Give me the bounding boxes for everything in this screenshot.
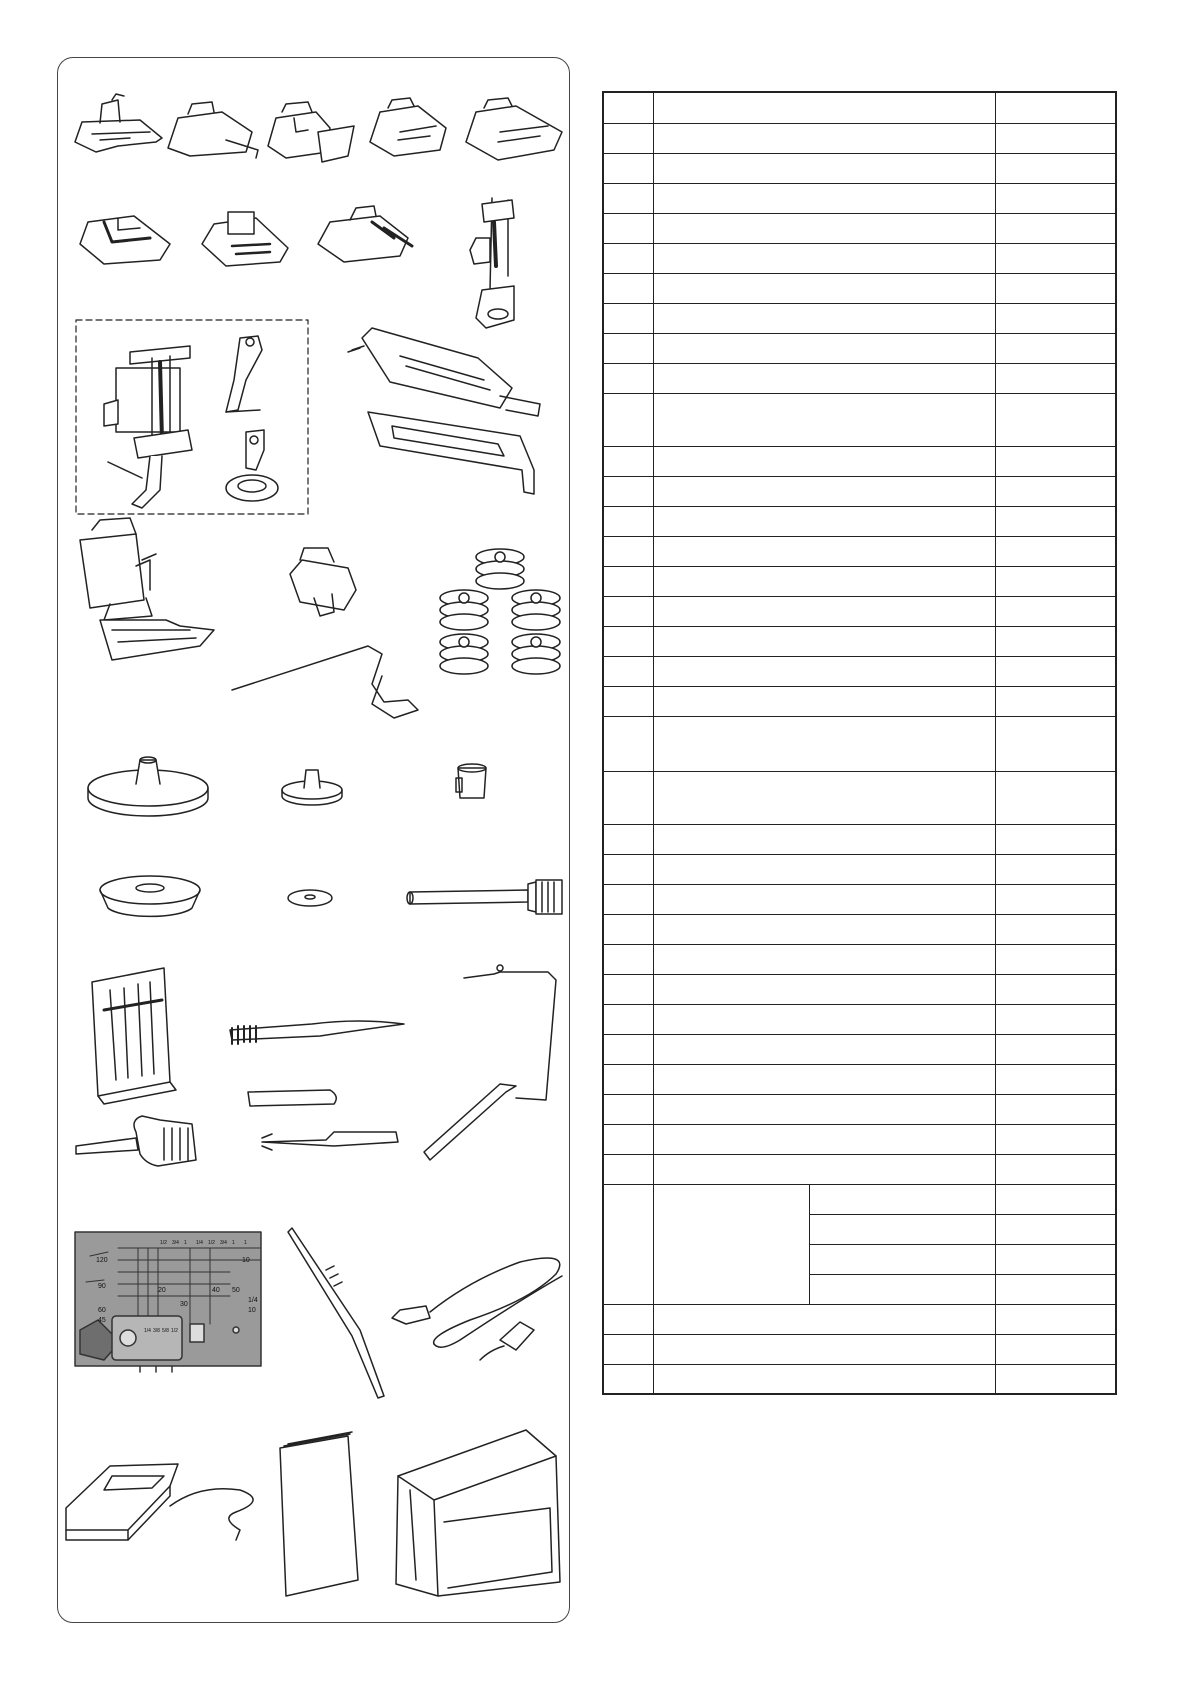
item-name-cell (653, 1094, 995, 1124)
sub-item-name-cell (809, 1274, 995, 1304)
item-name-cell (653, 273, 995, 303)
needle-plate-cover-label: 5/8 (162, 1328, 169, 1334)
table-row (603, 393, 1116, 446)
table-row (603, 183, 1116, 213)
item-number-cell (603, 243, 653, 273)
item-number-cell (603, 363, 653, 393)
item-code-cell (995, 944, 1116, 974)
table-row (603, 824, 1116, 854)
item-code-cell (995, 213, 1116, 243)
needle-plate-ruler-label: 20 (158, 1287, 166, 1294)
table-row (603, 1034, 1116, 1064)
presser-foot-c-icon (268, 102, 354, 162)
table-row (603, 1184, 1116, 1214)
item-name-cell (653, 393, 995, 446)
item-code-cell (995, 1364, 1116, 1394)
item-code-cell (995, 303, 1116, 333)
item-number-cell (603, 506, 653, 536)
table-row (603, 854, 1116, 884)
item-number-cell (603, 273, 653, 303)
needle-plate-cover-label: 3/8 (153, 1328, 160, 1334)
table-row (603, 476, 1116, 506)
presser-foot-a-icon (75, 94, 162, 152)
needle-plate-fraction-label: 1 (184, 1240, 187, 1246)
item-name-cell (653, 363, 995, 393)
item-number-cell (603, 596, 653, 626)
table-row (603, 123, 1116, 153)
item-number-cell (603, 656, 653, 686)
item-code-cell (995, 92, 1116, 123)
table-row (603, 333, 1116, 363)
item-name-cell (653, 1064, 995, 1094)
spool-pin-felt-icon (288, 890, 332, 906)
table-row (603, 974, 1116, 1004)
item-code-cell (995, 974, 1116, 1004)
darning-foot-icon (470, 198, 514, 328)
presser-foot-h-icon (318, 206, 412, 262)
table-row (603, 596, 1116, 626)
instruction-manual-icon (280, 1432, 358, 1596)
needle-plate-fraction-label: 1 (244, 1240, 247, 1246)
item-name-cell (653, 1004, 995, 1034)
item-name-cell (653, 333, 995, 363)
screwdriver-large-icon (76, 1116, 196, 1166)
needle-plate-ruler-label: 60 (98, 1307, 106, 1314)
seam-ripper-icon (248, 1090, 398, 1150)
quilting-guide-bar-icon (232, 646, 418, 718)
edge-guide-foot-icon (290, 548, 356, 616)
knee-lifter-icon (424, 965, 556, 1160)
item-name-cell (653, 626, 995, 656)
foot-control-icon (66, 1464, 253, 1540)
item-name-cell (653, 506, 995, 536)
table-row (603, 626, 1116, 656)
item-number-cell (603, 1064, 653, 1094)
item-code-cell (995, 273, 1116, 303)
needle-plate-ruler-label: 50 (232, 1287, 240, 1294)
item-code-cell (995, 1304, 1116, 1334)
item-number-cell (603, 446, 653, 476)
item-code-cell (995, 1064, 1116, 1094)
spool-holder-large-icon (88, 757, 208, 816)
needle-set-icon (92, 968, 176, 1104)
item-number-cell (603, 1364, 653, 1394)
needle-plate-fraction-label: 3/4 (220, 1240, 227, 1246)
item-number-cell (603, 824, 653, 854)
table-row (603, 153, 1116, 183)
spool-stand-cap-icon (456, 764, 486, 798)
item-number-cell (603, 1004, 653, 1034)
even-feed-foot-icon (80, 518, 214, 660)
item-number-cell (603, 771, 653, 824)
item-number-cell (603, 213, 653, 243)
item-name-cell (653, 566, 995, 596)
item-name-cell (653, 123, 995, 153)
table-row (603, 1304, 1116, 1334)
needle-plate-ruler-label: 10 (242, 1257, 250, 1264)
needle-plate-ruler-label: 10 (248, 1307, 256, 1314)
item-code-cell (995, 476, 1116, 506)
item-name-cell (653, 1034, 995, 1064)
table-row (603, 273, 1116, 303)
item-number-cell (603, 1124, 653, 1154)
item-number-cell (603, 303, 653, 333)
item-code-cell (995, 333, 1116, 363)
needle-plate-cover-label: 1/2 (171, 1328, 178, 1334)
item-code-cell (995, 566, 1116, 596)
needle-plate-ruler-label: 30 (180, 1301, 188, 1308)
item-code-cell (995, 626, 1116, 656)
item-code-cell (995, 824, 1116, 854)
item-code-cell (995, 1154, 1116, 1184)
item-name-cell (653, 303, 995, 333)
item-number-cell (603, 1304, 653, 1334)
presser-foot-f-icon (80, 216, 170, 264)
buttonhole-foot-icon (348, 328, 540, 416)
item-group-cell (653, 1184, 809, 1304)
item-number-cell (603, 1334, 653, 1364)
needle-plate-ruler-label: 40 (212, 1287, 220, 1294)
table-row (603, 656, 1116, 686)
item-code-cell (995, 1004, 1116, 1034)
item-name-cell (653, 476, 995, 506)
table-row (603, 92, 1116, 123)
table-row (603, 1004, 1116, 1034)
item-code-cell (995, 854, 1116, 884)
item-name-cell (653, 686, 995, 716)
item-code-cell (995, 363, 1116, 393)
needle-plate-fraction-label: 1 (232, 1240, 235, 1246)
item-number-cell (603, 476, 653, 506)
item-number-cell (603, 974, 653, 1004)
presser-foot-e-icon (466, 98, 562, 160)
table-row (603, 213, 1116, 243)
needle-plate-fraction-label: 1/4 (196, 1240, 203, 1246)
item-number-cell (603, 393, 653, 446)
item-name-cell (653, 1334, 995, 1364)
additional-spool-pin-icon (407, 880, 562, 914)
item-number-cell (603, 1034, 653, 1064)
item-number-cell (603, 914, 653, 944)
sub-item-name-cell (809, 1244, 995, 1274)
item-number-cell (603, 153, 653, 183)
needle-plate-icon (75, 1232, 261, 1372)
item-code-cell (995, 506, 1116, 536)
table-row (603, 914, 1116, 944)
sub-item-name-cell (809, 1184, 995, 1214)
item-number-cell (603, 626, 653, 656)
table-row (603, 243, 1116, 273)
table-row (603, 446, 1116, 476)
item-name-cell (653, 446, 995, 476)
item-code-cell (995, 686, 1116, 716)
needle-plate-fraction-label: 3/4 (172, 1240, 179, 1246)
item-number-cell (603, 1184, 653, 1304)
quilting-foot-icon (226, 430, 278, 501)
needle-plate-ruler-label: 120 (96, 1257, 108, 1264)
item-number-cell (603, 686, 653, 716)
item-name-cell (653, 914, 995, 944)
item-code-cell (995, 153, 1116, 183)
dust-cover-icon (396, 1430, 560, 1596)
item-name-cell (653, 716, 995, 771)
item-number-cell (603, 854, 653, 884)
item-code-cell (995, 123, 1116, 153)
item-code-cell (995, 716, 1116, 771)
presser-foot-b-icon (168, 102, 258, 158)
item-name-cell (653, 1124, 995, 1154)
item-number-cell (603, 716, 653, 771)
bobbins-icon (440, 549, 560, 674)
item-number-cell (603, 1154, 653, 1184)
needle-plate-fraction-label: 1/2 (160, 1240, 167, 1246)
item-name-cell (653, 213, 995, 243)
item-code-cell (995, 1184, 1116, 1214)
item-number-cell (603, 333, 653, 363)
item-name-cell (653, 974, 995, 1004)
table-row (603, 944, 1116, 974)
item-name-cell (653, 183, 995, 213)
item-code-cell (995, 183, 1116, 213)
item-number-cell (603, 566, 653, 596)
item-number-cell (603, 92, 653, 123)
item-name-cell (653, 824, 995, 854)
item-code-cell (995, 914, 1116, 944)
item-code-cell (995, 1244, 1116, 1274)
accessories-table (602, 91, 1117, 1395)
item-number-cell (603, 123, 653, 153)
spool-pin-felt-base-icon (100, 876, 200, 916)
item-code-cell (995, 393, 1116, 446)
presser-foot-g-icon (202, 212, 288, 266)
item-number-cell (603, 884, 653, 914)
item-code-cell (995, 1334, 1116, 1364)
table-row (603, 686, 1116, 716)
table-row (603, 716, 1116, 771)
item-code-cell (995, 243, 1116, 273)
table-row (603, 1154, 1116, 1184)
item-name-cell (653, 1154, 995, 1184)
item-number-cell (603, 1094, 653, 1124)
item-number-cell (603, 944, 653, 974)
table-row (603, 1124, 1116, 1154)
needle-plate-ruler-label: 90 (98, 1283, 106, 1290)
item-code-cell (995, 536, 1116, 566)
table-row (603, 1064, 1116, 1094)
parts-table (602, 91, 1117, 1395)
item-name-cell (653, 536, 995, 566)
item-code-cell (995, 1034, 1116, 1064)
item-name-cell (653, 92, 995, 123)
item-code-cell (995, 1274, 1116, 1304)
table-row (603, 1334, 1116, 1364)
power-cord-icon (392, 1258, 562, 1360)
item-code-cell (995, 1214, 1116, 1244)
table-row (603, 1364, 1116, 1394)
table-row (603, 303, 1116, 333)
item-name-cell (653, 1304, 995, 1334)
sub-item-name-cell (809, 1214, 995, 1244)
table-row (603, 506, 1116, 536)
table-row (603, 363, 1116, 393)
item-name-cell (653, 153, 995, 183)
item-number-cell (603, 536, 653, 566)
item-code-cell (995, 884, 1116, 914)
table-row (603, 536, 1116, 566)
item-name-cell (653, 243, 995, 273)
table-row (603, 1094, 1116, 1124)
item-name-cell (653, 944, 995, 974)
needle-plate-fraction-label: 1/2 (208, 1240, 215, 1246)
needle-plate-ruler-label: 45 (98, 1317, 106, 1324)
item-code-cell (995, 1094, 1116, 1124)
item-code-cell (995, 1124, 1116, 1154)
table-row (603, 884, 1116, 914)
item-name-cell (653, 854, 995, 884)
item-code-cell (995, 446, 1116, 476)
item-name-cell (653, 656, 995, 686)
table-row (603, 566, 1116, 596)
item-code-cell (995, 596, 1116, 626)
touch-pen-icon (288, 1228, 384, 1398)
stabilizer-plate-icon (368, 412, 534, 494)
needle-plate-cover-label: 1/4 (144, 1328, 151, 1334)
spool-holder-small-icon (282, 770, 342, 805)
lint-brush-icon (230, 1021, 404, 1044)
item-name-cell (653, 596, 995, 626)
item-name-cell (653, 1364, 995, 1394)
walking-foot-icon (104, 346, 192, 508)
needle-plate-ruler-label: 1/4 (248, 1297, 258, 1304)
item-code-cell (995, 771, 1116, 824)
item-number-cell (603, 183, 653, 213)
item-code-cell (995, 656, 1116, 686)
item-name-cell (653, 771, 995, 824)
item-name-cell (653, 884, 995, 914)
table-row (603, 771, 1116, 824)
presser-foot-d-icon (370, 98, 446, 156)
open-toe-foot-icon (226, 336, 262, 412)
